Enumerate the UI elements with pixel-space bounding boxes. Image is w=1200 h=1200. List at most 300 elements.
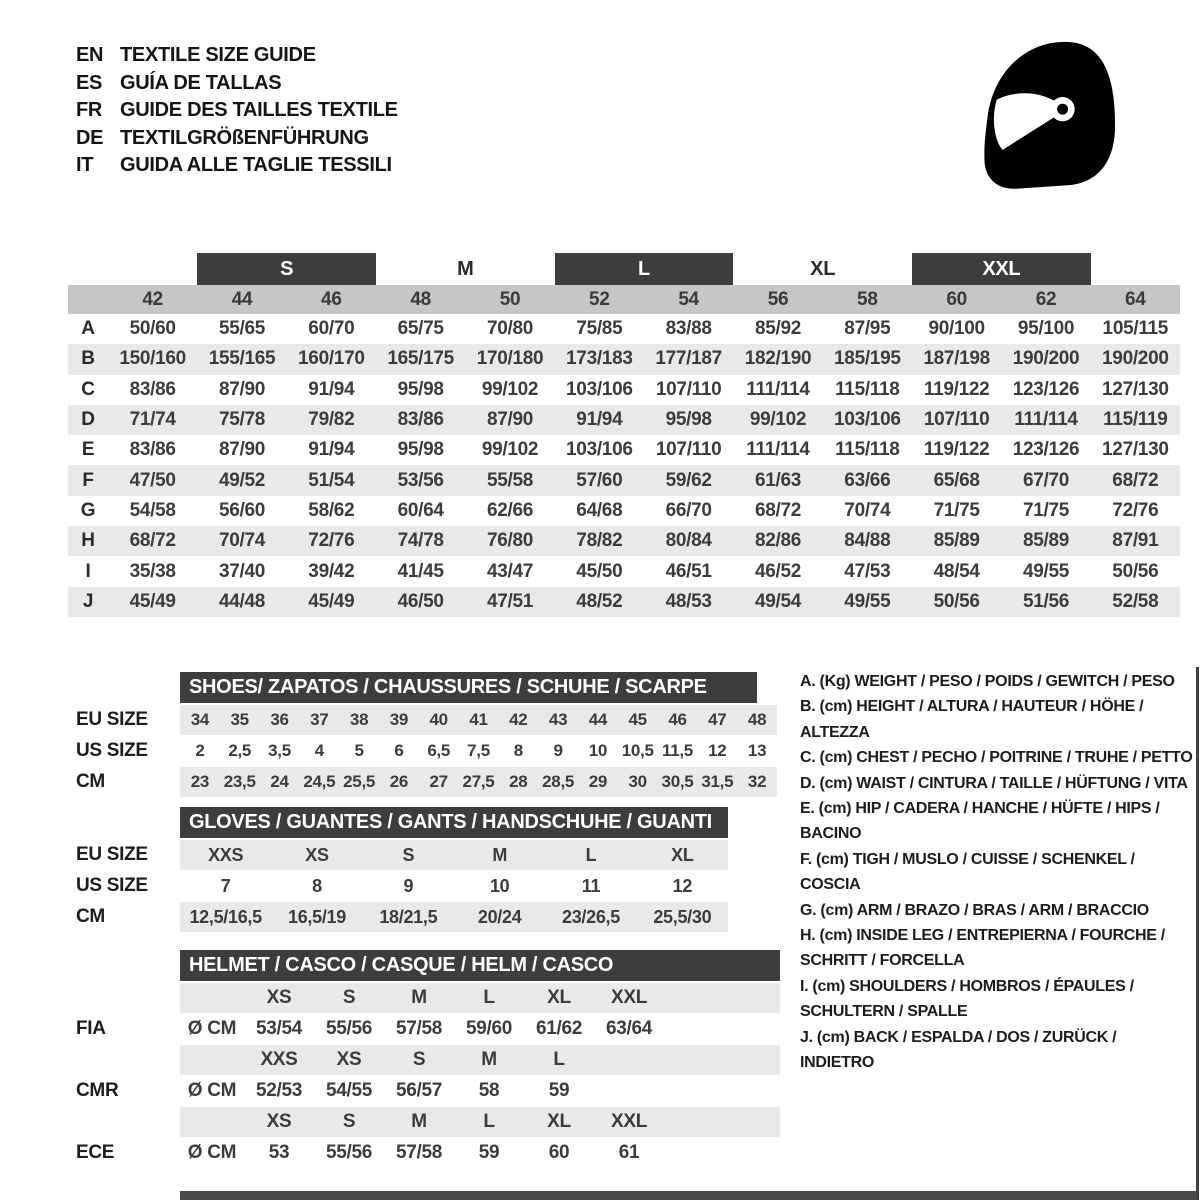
size-value: 87/90	[486, 409, 534, 431]
size-value: 119/122	[923, 439, 990, 461]
language-title-list	[76, 42, 398, 180]
numeric-sizes-row	[68, 285, 1180, 314]
cell-value: 7,5	[467, 741, 490, 760]
table-row	[68, 1076, 780, 1106]
size-value: 99/102	[481, 378, 539, 400]
cell-value: 10	[588, 741, 608, 760]
row-letter: I	[85, 560, 91, 582]
textile-row-D	[68, 405, 1180, 435]
size-value: 83/86	[397, 409, 444, 431]
numeric-size: 42	[142, 288, 163, 310]
row-label: EU SIZE	[76, 709, 148, 730]
cell-value: 57/58	[395, 1018, 443, 1039]
numeric-size: 48	[410, 288, 431, 310]
size-group-s: S	[197, 253, 376, 285]
size-value: 85/89	[1022, 530, 1070, 552]
size-value: 71/75	[933, 499, 980, 521]
cell-value: 11	[581, 875, 601, 896]
size-value: 72/76	[308, 530, 355, 552]
cell-value: 52/53	[255, 1080, 303, 1101]
cell-value: 29	[588, 772, 608, 791]
language-row	[76, 152, 398, 180]
row-values	[180, 1138, 780, 1168]
cell-value: 12,5/16,5	[189, 906, 262, 927]
language-row	[76, 42, 398, 70]
cell-value: 59/60	[465, 1018, 513, 1039]
textile-row-F	[68, 465, 1180, 495]
cell-value: 59	[548, 1080, 570, 1101]
cell-value: 25,5	[343, 772, 376, 791]
legend-item: D. (cm) WAIST / CINTURA / TAILLE / HÜFTUNG / VITA	[800, 774, 1188, 792]
size-value: 83/86	[129, 378, 176, 400]
cell-value: 43	[548, 710, 568, 729]
cell-value: 4	[314, 741, 324, 760]
helmet-rows	[68, 983, 780, 1168]
helmet-size-table	[68, 950, 780, 1169]
size-value: 91/94	[576, 409, 623, 431]
size-value: 76/80	[486, 530, 534, 552]
size-value: 83/86	[129, 439, 176, 461]
table-row	[68, 983, 780, 1013]
numeric-size: 54	[678, 288, 699, 310]
cell-value: 35	[230, 710, 249, 729]
numeric-size: 44	[231, 288, 253, 310]
cell-value: 44	[588, 710, 608, 729]
size-value: 48/53	[665, 590, 712, 612]
size-value: 49/52	[218, 469, 266, 491]
size-value: 57/60	[576, 469, 623, 491]
textile-row-A	[68, 314, 1180, 344]
gloves-size-table	[68, 807, 728, 933]
size-value: 177/187	[655, 348, 722, 370]
shoes-section-header: SHOES/ ZAPATOS / CHAUSSURES / SCHUHE / SCARPE	[180, 672, 757, 703]
size-value: 84/88	[844, 530, 891, 552]
legend-item: H. (cm) INSIDE LEG / ENTREPIERNA / FOURCHE / SCHRITT / FORCELLA	[800, 927, 1165, 970]
size-value: 95/98	[397, 378, 444, 400]
size-value: 35/38	[129, 560, 176, 582]
size-value: 49/55	[1022, 560, 1070, 582]
size-value: 64/68	[576, 499, 623, 521]
size-value: 70/74	[218, 530, 266, 552]
textile-row-C	[68, 375, 1180, 405]
size-value: 46/52	[754, 560, 802, 582]
size-value: 103/106	[566, 439, 633, 461]
guide-title: GUIDA ALLE TAGLIE TESSILI	[120, 154, 392, 176]
cell-value: 26	[389, 772, 409, 791]
size-value: 50/56	[1112, 560, 1159, 582]
size-value: 111/114	[1014, 409, 1078, 431]
cell-value: 61	[618, 1142, 640, 1163]
size-value: 46/51	[665, 560, 712, 582]
cell-value: M	[492, 844, 508, 865]
numeric-size: 60	[946, 288, 967, 310]
guide-title: TEXTILGRÖßENFÜHRUNG	[120, 126, 369, 149]
size-value: 83/88	[665, 318, 712, 340]
size-value: 75/85	[576, 318, 623, 340]
row-letter: A	[81, 318, 95, 340]
cell-value: 63/64	[605, 1018, 653, 1039]
cell-value: 28,5	[542, 772, 575, 791]
size-value: 185/195	[834, 348, 901, 370]
size-value: 65/75	[397, 318, 444, 340]
cell-value: 24	[270, 772, 289, 791]
cell-value: S	[402, 844, 415, 865]
size-value: 48/54	[933, 560, 980, 582]
table-row	[68, 736, 777, 766]
size-value: 115/119	[1103, 409, 1168, 431]
measurement-legend	[800, 669, 1194, 1076]
cell-value: S	[342, 987, 356, 1008]
numeric-size: 46	[321, 288, 342, 310]
size-value: 51/54	[308, 469, 355, 491]
cell-value: XL	[547, 1111, 571, 1132]
row-values	[180, 1076, 780, 1106]
size-value: 182/190	[744, 348, 812, 370]
cell-value: XS	[266, 987, 292, 1008]
size-value: 103/106	[566, 378, 633, 400]
size-value: 41/45	[397, 560, 444, 582]
row-letter: G	[80, 499, 96, 521]
cell-value: 6,5	[427, 741, 451, 760]
cell-value: M	[411, 987, 427, 1008]
legend-item: E. (cm) HIP / CADERA / HANCHE / HÜFTE / HIPS / BACINO	[800, 800, 1160, 843]
shoes-rows	[68, 705, 777, 797]
row-values	[180, 705, 777, 735]
cell-value: 55/56	[325, 1142, 373, 1163]
row-values	[180, 983, 780, 1013]
cell-value: 12	[708, 741, 727, 760]
cell-value: 60	[548, 1142, 570, 1163]
cell-value: 45	[628, 710, 647, 729]
table-row	[68, 767, 777, 797]
row-letter: B	[81, 348, 95, 370]
bottom-cropped-bar	[180, 1191, 1197, 1200]
size-value: 95/98	[397, 439, 444, 461]
size-value: 71/75	[1022, 499, 1070, 521]
size-value: 72/76	[1112, 499, 1159, 521]
guide-title: TEXTILE SIZE GUIDE	[120, 44, 316, 66]
cell-value: 37	[310, 710, 329, 729]
row-values	[180, 902, 728, 932]
cell-value: XXL	[610, 987, 648, 1008]
cell-value: L	[553, 1049, 565, 1070]
size-value: 45/49	[308, 590, 355, 612]
legend-item: C. (cm) CHEST / PECHO / POITRINE / TRUHE / PETTO	[800, 749, 1193, 767]
language-code: ES	[76, 71, 103, 94]
size-value: 190/200	[1102, 348, 1169, 370]
cell-value: 8	[513, 741, 523, 760]
cell-value: 41	[469, 710, 488, 729]
size-value: 160/170	[298, 348, 365, 370]
size-value: 43/47	[486, 560, 534, 582]
cell-value: XXS	[208, 844, 244, 865]
cell-value: 39	[389, 710, 409, 729]
size-value: 52/58	[1112, 590, 1159, 612]
cell-value: 61/62	[535, 1018, 583, 1039]
size-value: 173/183	[566, 348, 633, 370]
numeric-size: 64	[1125, 288, 1146, 310]
size-group-xxl: XXL	[912, 253, 1091, 285]
cell-value: L	[483, 987, 495, 1008]
size-value: 111/114	[746, 378, 810, 400]
legend-item: F. (cm) TIGH / MUSLO / CUISSE / SCHENKEL / COSCIA	[800, 850, 1135, 894]
table-row	[68, 705, 777, 735]
size-value: 115/118	[835, 378, 900, 400]
size-value: 107/110	[923, 409, 990, 431]
cell-value: 59	[478, 1142, 500, 1163]
cell-value: 36	[270, 710, 289, 729]
row-values	[180, 871, 728, 901]
size-value: 82/86	[754, 530, 802, 552]
numeric-size: 58	[857, 288, 878, 310]
language-code: EN	[76, 44, 104, 66]
size-value: 187/198	[923, 348, 990, 370]
cell-value: XS	[266, 1111, 292, 1132]
row-values	[180, 736, 777, 766]
cell-value: M	[411, 1111, 427, 1132]
size-value: 115/118	[835, 439, 900, 461]
size-value: 105/115	[1102, 318, 1169, 340]
cell-value: XL	[671, 844, 694, 865]
size-value: 66/70	[665, 499, 712, 521]
cell-value: S	[412, 1049, 426, 1070]
textile-row-I	[68, 556, 1180, 586]
cell-value: 16,5/19	[288, 906, 346, 927]
size-value: 107/110	[655, 439, 722, 461]
cell-value: 42	[509, 710, 528, 729]
cell-value: Ø CM	[187, 1142, 237, 1163]
textile-measurement-rows	[68, 314, 1180, 617]
cell-value: 27	[429, 772, 448, 791]
size-value: 59/62	[665, 469, 712, 491]
cell-value: 13	[747, 741, 767, 760]
cell-value: 48	[747, 710, 767, 729]
cell-value: M	[481, 1049, 497, 1070]
guide-title: GUÍA DE TALLAS	[120, 71, 282, 94]
size-value: 107/110	[655, 378, 722, 400]
size-value: 47/53	[844, 560, 891, 582]
standard-label	[68, 983, 180, 1013]
size-value: 119/122	[923, 378, 990, 400]
table-row	[68, 1014, 780, 1044]
gloves-rows	[68, 840, 728, 932]
cell-value: 54/55	[325, 1080, 373, 1101]
size-value: 39/42	[308, 560, 355, 582]
size-value: 46/50	[397, 590, 444, 612]
cell-value: 11,5	[662, 741, 693, 760]
cell-value: 12	[672, 875, 693, 896]
cell-value: 9	[553, 741, 563, 760]
cell-value: 9	[403, 875, 414, 896]
legend-item: J. (cm) BACK / ESPALDA / DOS / ZURÜCK / INDIETRO	[800, 1028, 1117, 1072]
cell-value: 56/57	[395, 1080, 443, 1101]
textile-size-table	[68, 253, 1180, 617]
size-value: 70/74	[844, 499, 891, 521]
cell-value: 2,5	[228, 741, 252, 760]
standard-label	[68, 1045, 180, 1075]
table-row	[68, 1107, 780, 1137]
language-row	[76, 125, 398, 153]
cell-value: 3,5	[268, 741, 291, 760]
table-row	[68, 871, 728, 901]
row-values	[180, 767, 777, 797]
size-value: 65/68	[933, 469, 980, 491]
numeric-size: 62	[1035, 288, 1057, 310]
cell-value: 30,5	[661, 772, 694, 791]
size-value: 155/165	[208, 348, 276, 370]
size-value: 54/58	[129, 499, 176, 521]
row-letter: D	[81, 409, 95, 431]
size-value: 90/100	[928, 318, 985, 340]
cell-value: L	[585, 844, 597, 865]
size-value: 61/63	[754, 469, 802, 491]
standard-label: ECE	[76, 1142, 115, 1163]
row-label: US SIZE	[76, 740, 148, 761]
legend-item: B. (cm) HEIGHT / ALTURA / HAUTEUR / HÖHE / ALTEZZA	[800, 698, 1144, 741]
row-values	[180, 1014, 780, 1044]
size-value: 103/106	[834, 409, 901, 431]
cell-value: 34	[190, 710, 210, 729]
cell-value: 23/26,5	[562, 906, 620, 927]
size-value: 165/175	[387, 348, 454, 370]
size-value: 190/200	[1012, 348, 1080, 370]
cell-value: S	[342, 1111, 356, 1132]
cell-value: 8	[312, 875, 322, 896]
standard-label: FIA	[76, 1018, 106, 1039]
size-value: 50/60	[129, 318, 176, 340]
language-code: DE	[76, 126, 104, 149]
size-value: 87/90	[218, 378, 266, 400]
row-letter: F	[82, 469, 94, 491]
size-group-l: L	[555, 253, 734, 285]
size-value: 127/130	[1102, 439, 1169, 461]
size-value: 51/56	[1022, 590, 1070, 612]
right-page-rule	[1196, 667, 1199, 1200]
size-value: 68/72	[129, 530, 176, 552]
numeric-size: 50	[499, 288, 521, 310]
textile-row-J	[68, 587, 1180, 617]
cell-value: 5	[354, 741, 364, 760]
standard-label	[68, 1107, 180, 1137]
cell-value: 28	[509, 772, 528, 791]
row-letter: J	[82, 590, 94, 612]
size-value: 55/65	[218, 318, 266, 340]
legend-item: I. (cm) SHOULDERS / HOMBROS / ÉPAULES / SCHULTERN / SPALLE	[800, 977, 1134, 1021]
numeric-size: 56	[767, 288, 789, 310]
cell-value: 55/56	[325, 1018, 373, 1039]
textile-row-B	[68, 344, 1180, 374]
size-value: 74/78	[397, 530, 444, 552]
textile-row-H	[68, 526, 1180, 556]
size-value: 49/55	[844, 590, 891, 612]
cell-value: XXL	[610, 1111, 648, 1132]
cell-value: 31,5	[701, 772, 734, 791]
cell-value: 20/24	[477, 906, 522, 927]
size-value: 95/100	[1017, 318, 1075, 340]
cell-value: 23	[190, 772, 210, 791]
size-value: 60/64	[397, 499, 444, 521]
row-letter: E	[81, 439, 95, 461]
size-value: 87/90	[218, 439, 266, 461]
racing-helmet-icon	[976, 36, 1124, 211]
size-value: 170/180	[476, 348, 544, 370]
size-value: 56/60	[218, 499, 266, 521]
cell-value: Ø CM	[187, 1080, 237, 1101]
size-value: 80/84	[665, 530, 712, 552]
cell-value: 46	[668, 710, 687, 729]
size-value: 55/58	[486, 469, 534, 491]
table-row	[68, 1138, 780, 1168]
cell-value: 6	[394, 741, 404, 760]
size-value: 68/72	[1112, 469, 1159, 491]
cell-value: 10	[489, 875, 510, 896]
size-group-m: M	[457, 257, 474, 280]
size-value: 91/94	[308, 378, 355, 400]
cell-value: XS	[305, 844, 329, 865]
size-value: 70/80	[486, 318, 534, 340]
size-group-header-row	[68, 253, 1180, 285]
size-value: 71/74	[129, 409, 176, 431]
cell-value: XXS	[260, 1049, 298, 1070]
size-value: 53/56	[397, 469, 444, 491]
cell-value: XS	[336, 1049, 362, 1070]
cell-value: L	[483, 1111, 495, 1132]
size-value: 47/50	[129, 469, 176, 491]
cell-value: 10,5	[621, 741, 654, 760]
row-label: US SIZE	[76, 875, 148, 896]
cell-value: 27,5	[462, 772, 495, 791]
row-label: CM	[76, 771, 105, 792]
size-value: 85/92	[754, 318, 802, 340]
cell-value: 32	[747, 772, 767, 791]
gloves-section-header: GLOVES / GUANTES / GANTS / HANDSCHUHE / GUANTI	[180, 807, 728, 838]
textile-row-E	[68, 435, 1180, 465]
size-value: 123/126	[1012, 378, 1080, 400]
size-value: 123/126	[1012, 439, 1080, 461]
language-row	[76, 97, 398, 125]
size-value: 91/94	[308, 439, 355, 461]
size-value: 95/98	[665, 409, 712, 431]
cell-value: 24,5	[303, 772, 336, 791]
row-values	[180, 840, 728, 870]
size-value: 75/78	[218, 409, 266, 431]
cell-value: XL	[547, 987, 571, 1008]
cell-value: 38	[349, 710, 369, 729]
size-value: 99/102	[749, 409, 807, 431]
size-value: 37/40	[218, 560, 266, 582]
cell-value: 58	[478, 1080, 500, 1101]
language-code: IT	[76, 154, 94, 176]
cell-value: 40	[429, 710, 448, 729]
size-value: 85/89	[933, 530, 980, 552]
size-value: 44/48	[218, 590, 266, 612]
table-row	[68, 840, 728, 870]
cell-value: 57/58	[395, 1142, 443, 1163]
cell-value: 25,5/30	[653, 906, 712, 927]
legend-item: A. (Kg) WEIGHT / PESO / POIDS / GEWITCH / PESO	[800, 673, 1175, 690]
size-value: 62/66	[486, 499, 534, 521]
cell-value: 23,5	[223, 772, 256, 791]
size-group-xl: XL	[810, 257, 836, 280]
size-value: 87/91	[1112, 530, 1159, 552]
size-value: 48/52	[576, 590, 623, 612]
cell-value: 2	[195, 741, 205, 760]
language-row	[76, 70, 398, 98]
cell-value: 7	[220, 875, 231, 896]
row-label: EU SIZE	[76, 844, 148, 865]
helmet-section-header: HELMET / CASCO / CASQUE / HELM / CASCO	[180, 950, 780, 981]
row-values	[180, 1107, 780, 1137]
